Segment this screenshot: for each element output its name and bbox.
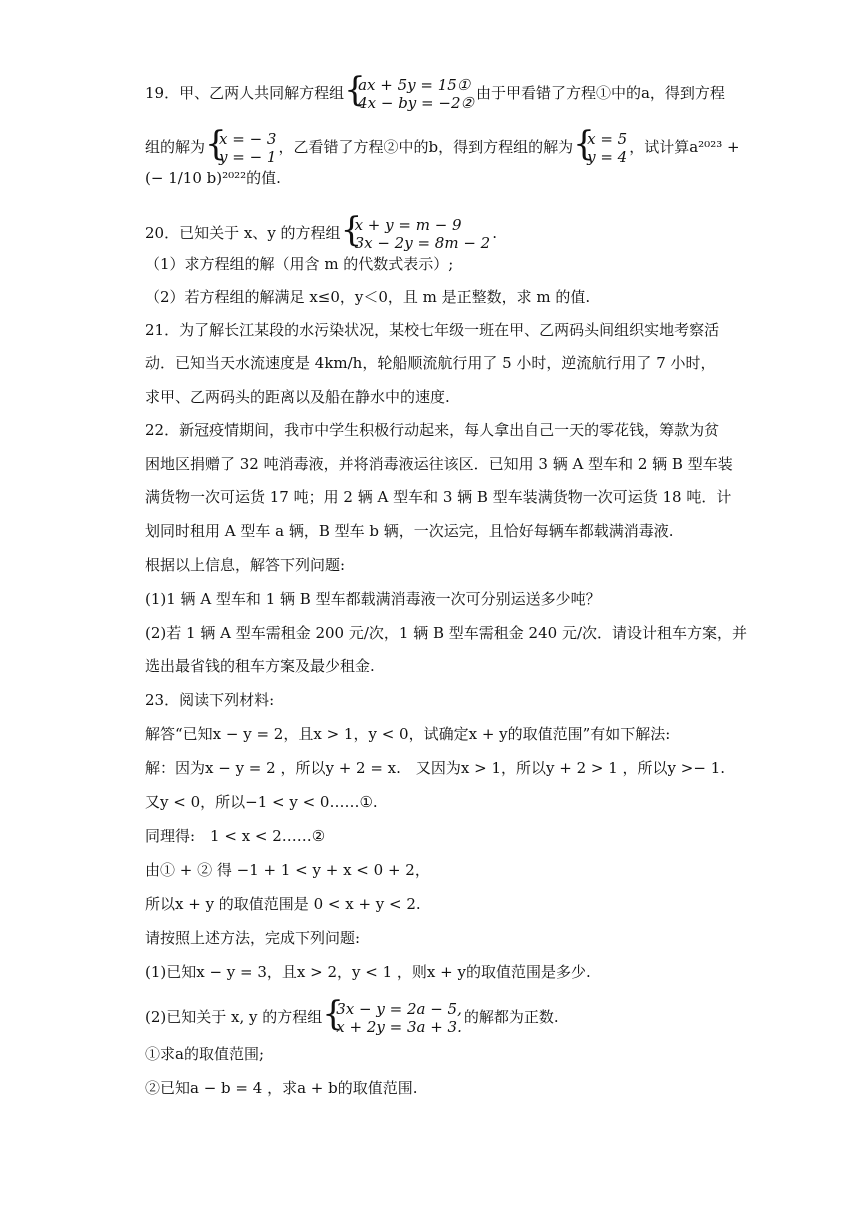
q19-sol1-y: y = − 1	[219, 148, 277, 166]
q22-line2: 困地区捐赠了 32 吨消毒液，并将消毒液运往该区．已知用 3 辆 A 型车和 2 辆 B 型车装	[145, 455, 733, 473]
q23-line4: 又y < 0，所以−1 < y < 0……①.	[145, 793, 378, 811]
q19-eq2: 4x − by = −2②	[358, 94, 474, 112]
q20-line1	[145, 216, 750, 252]
q19-sol2-y: y = 4	[587, 148, 628, 166]
q23-line5: 同理得: 1 < x < 2……②	[145, 827, 326, 845]
q19-text-b: 由于甲看错了方程①中的a，得到方程	[475, 84, 725, 102]
q19-line1	[145, 76, 750, 112]
q23-sub2: ②已知a − b = 4 ，求a + b的取值范围.	[145, 1079, 418, 1097]
q23-line3: 解：因为x − y = 2 ，所以y + 2 = x. 又因为x > 1，所以y + 2 > 1 ，所以y >− 1.	[145, 759, 726, 777]
q23-sub1: ①求a的取值范围;	[145, 1045, 264, 1063]
q22-part2b: 选出最省钱的租车方案及最少租金.	[145, 657, 375, 675]
q21-line2: 动．已知当天水流速度是 4km/h，轮船顺流航行用了 5 小时，逆流航行用了 7 小时，	[145, 354, 716, 372]
q22-line1: 22．新冠疫情期间，我市中学生积极行动起来，每人拿出自己一天的零花钱，筹款为贫	[145, 421, 720, 439]
q21-line1: 21．为了解长江某段的水污染状况，某校七年级一班在甲、乙两码头间组织实地考察活	[145, 321, 720, 339]
q23-line2: 解答“已知x − y = 2，且x > 1，y < 0，试确定x + y的取值范围”有如下解法:	[145, 725, 671, 743]
q20-text-b: .	[492, 224, 497, 242]
q21-line3: 求甲、乙两码头的距离以及船在静水中的速度.	[145, 388, 450, 406]
q22-line3: 满货物一次可运货 17 吨；用 2 辆 A 型车和 3 辆 B 型车装满货物一次可运货 18 吨．计	[145, 488, 732, 506]
q19-sol2-x: { x = 5	[587, 130, 628, 148]
q20-equation-system	[343, 216, 491, 252]
q19-equation-system	[346, 76, 474, 112]
q23-line1: 23．阅读下列材料:	[145, 691, 275, 709]
q23-part2	[145, 1000, 750, 1036]
q19-text-d: ，乙看错了方程②中的b，得到方程组的解为	[278, 138, 574, 156]
q19-solution2	[575, 130, 627, 166]
q19-text-c: 组的解为	[145, 138, 206, 156]
q19-line3: (− 1/10 b)²⁰²²的值.	[145, 169, 281, 187]
q23-part2-text-b: 的解都为正数.	[463, 1008, 559, 1026]
q19-line2	[145, 130, 750, 166]
q23-line6: 由① + ② 得 −1 + 1 < y + x < 0 + 2，	[145, 861, 430, 879]
q19-solution1	[207, 130, 276, 166]
q22-part2a: (2)若 1 辆 A 型车需租金 200 元/次，1 辆 B 型车需租金 240 元/次．请设计租车方案，并	[145, 624, 748, 642]
q22-line4: 划同时租用 A 型车 a 辆，B 型车 b 辆，一次运完，且恰好每辆车都载满消毒液.	[145, 522, 674, 540]
q19-eq1: { ax + 5y = 15①	[358, 76, 471, 94]
q20-part2: （2）若方程组的解满足 x≤0，y＜0，且 m 是正整数，求 m 的值.	[145, 288, 591, 306]
q23-line8: 请按照上述方法，完成下列问题:	[145, 929, 361, 947]
q23-eq1: { 3x − y = 2a − 5,	[336, 1000, 462, 1018]
q19-text-e: ，试计算a²⁰²³ +	[629, 138, 740, 156]
q20-part1: （1）求方程组的解（用含 m 的代数式表示）;	[145, 255, 454, 273]
q20-eq1: { x + y = m − 9	[354, 216, 462, 234]
q23-equation-system	[324, 1000, 462, 1036]
q23-eq2: x + 2y = 3a + 3.	[336, 1018, 462, 1036]
q23-part1: (1)已知x − y = 3，且x > 2，y < 1 ，则x + y的取值范围是多少.	[145, 963, 591, 981]
q19-text: 19．甲、乙两人共同解方程组	[145, 84, 345, 102]
q23-part2-text: (2)已知关于 x, y 的方程组	[145, 1008, 323, 1026]
q22-part1: (1)1 辆 A 型车和 1 辆 B 型车都载满消毒液一次可分别运送多少吨？	[145, 590, 601, 608]
q22-line5: 根据以上信息，解答下列问题:	[145, 556, 346, 574]
q19-sol1-x: { x = − 3	[219, 130, 277, 148]
q20-eq2: 3x − 2y = 8m − 2	[354, 234, 491, 252]
q23-line7: 所以x + y 的取值范围是 0 < x + y < 2.	[145, 895, 421, 913]
q20-text: 20．已知关于 x、y 的方程组	[145, 224, 341, 242]
